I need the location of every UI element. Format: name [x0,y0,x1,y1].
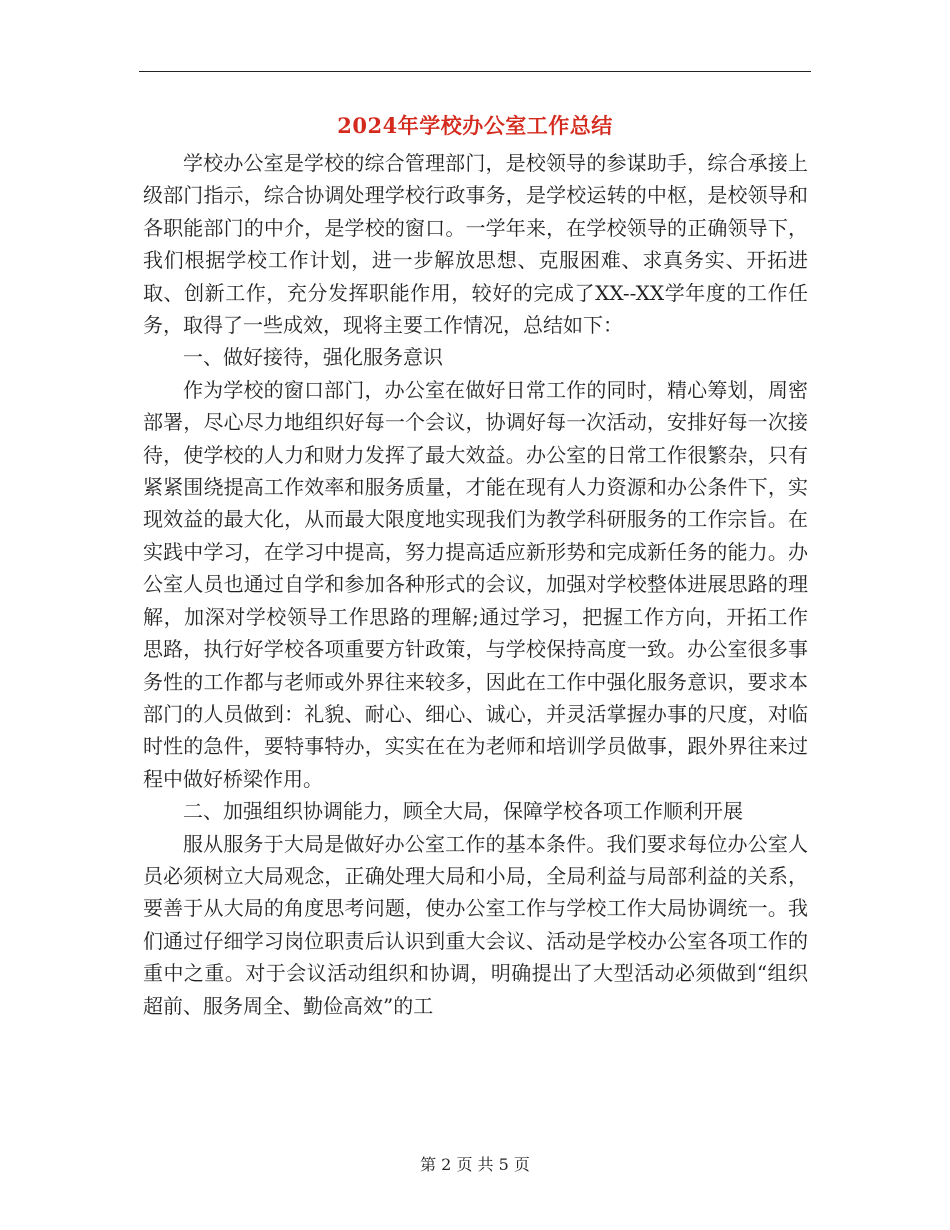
page-number-footer: 第 2 页 共 5 页 [420,1155,530,1174]
header-rule [139,71,811,72]
paragraph-intro: 学校办公室是学校的综合管理部门，是校领导的参谋助手，综合承接上级部门指示，综合协调处理学校行政事务，是学校运转的中枢，是校领导和各职能部门的中介，是学校的窗口。一学年来，在学校领导的正确领导下，我们根据学校工作计划，进一步解放思想、克服困难、求真务实、开拓进取、创新工作，充分发挥职能作用，较好的完成了XX--XX学年度的工作任务，取得了一些成效，现将主要工作情况，总结如下： [143,151,808,338]
document-body [143,147,808,1022]
document-title: 2024年学校办公室工作总结 [337,113,613,138]
section-heading-2: 二、加强组织协调能力，顾全大局，保障学校各项工作顺利开展 [183,799,743,824]
paragraph-section-1: 作为学校的窗口部门，办公室在做好日常工作的同时，精心筹划，周密部署，尽心尽力地组织好每一个会议，协调好每一次活动，安排好每一次接待，使学校的人力和财力发挥了最大效益。办公室的日常工作很繁杂，只有紧紧围绕提高工作效率和服务质量，才能在现有人力资源和办公条件下，实现效益的最大化，从而最大限度地实现我们为教学科研服务的工作宗旨。在实践中学习，在学习中提高，努力提高适应新形势和完成新任务的能力。办公室人员也通过自学和参加各种形式的会议，加强对学校整体进展思路的理解，加深对学校领导工作思路的理解;通过学习，把握工作方向，开拓工作思路，执行好学校各项重要方针政策，与学校保持高度一致。办公室很多事务性的工作都与老师或外界往来较多，因此在工作中强化服务意识，要求本部门的人员做到：礼貌、耐心、细心、诚心，并灵活掌握办事的尺度，对临时性的急件，要特事特办，实实在在为老师和培训学员做事，跟外界往来过程中做好桥梁作用。 [143,377,808,791]
section-heading-1: 一、做好接待，强化服务意识 [183,345,443,370]
paragraph-section-2: 服从服务于大局是做好办公室工作的基本条件。我们要求每位办公室人员必须树立大局观念，正确处理大局和小局，全局利益与局部利益的关系，要善于从大局的角度思考问题，使办公室工作与学校工作大局协调统一。我们通过仔细学习岗位职责后认识到重大会议、活动是学校办公室各项工作的重中之重。对于会议活动组织和协调，明确提出了大型活动必须做到“组织超前、服务周全、勤俭高效”的工 [143,831,808,1018]
